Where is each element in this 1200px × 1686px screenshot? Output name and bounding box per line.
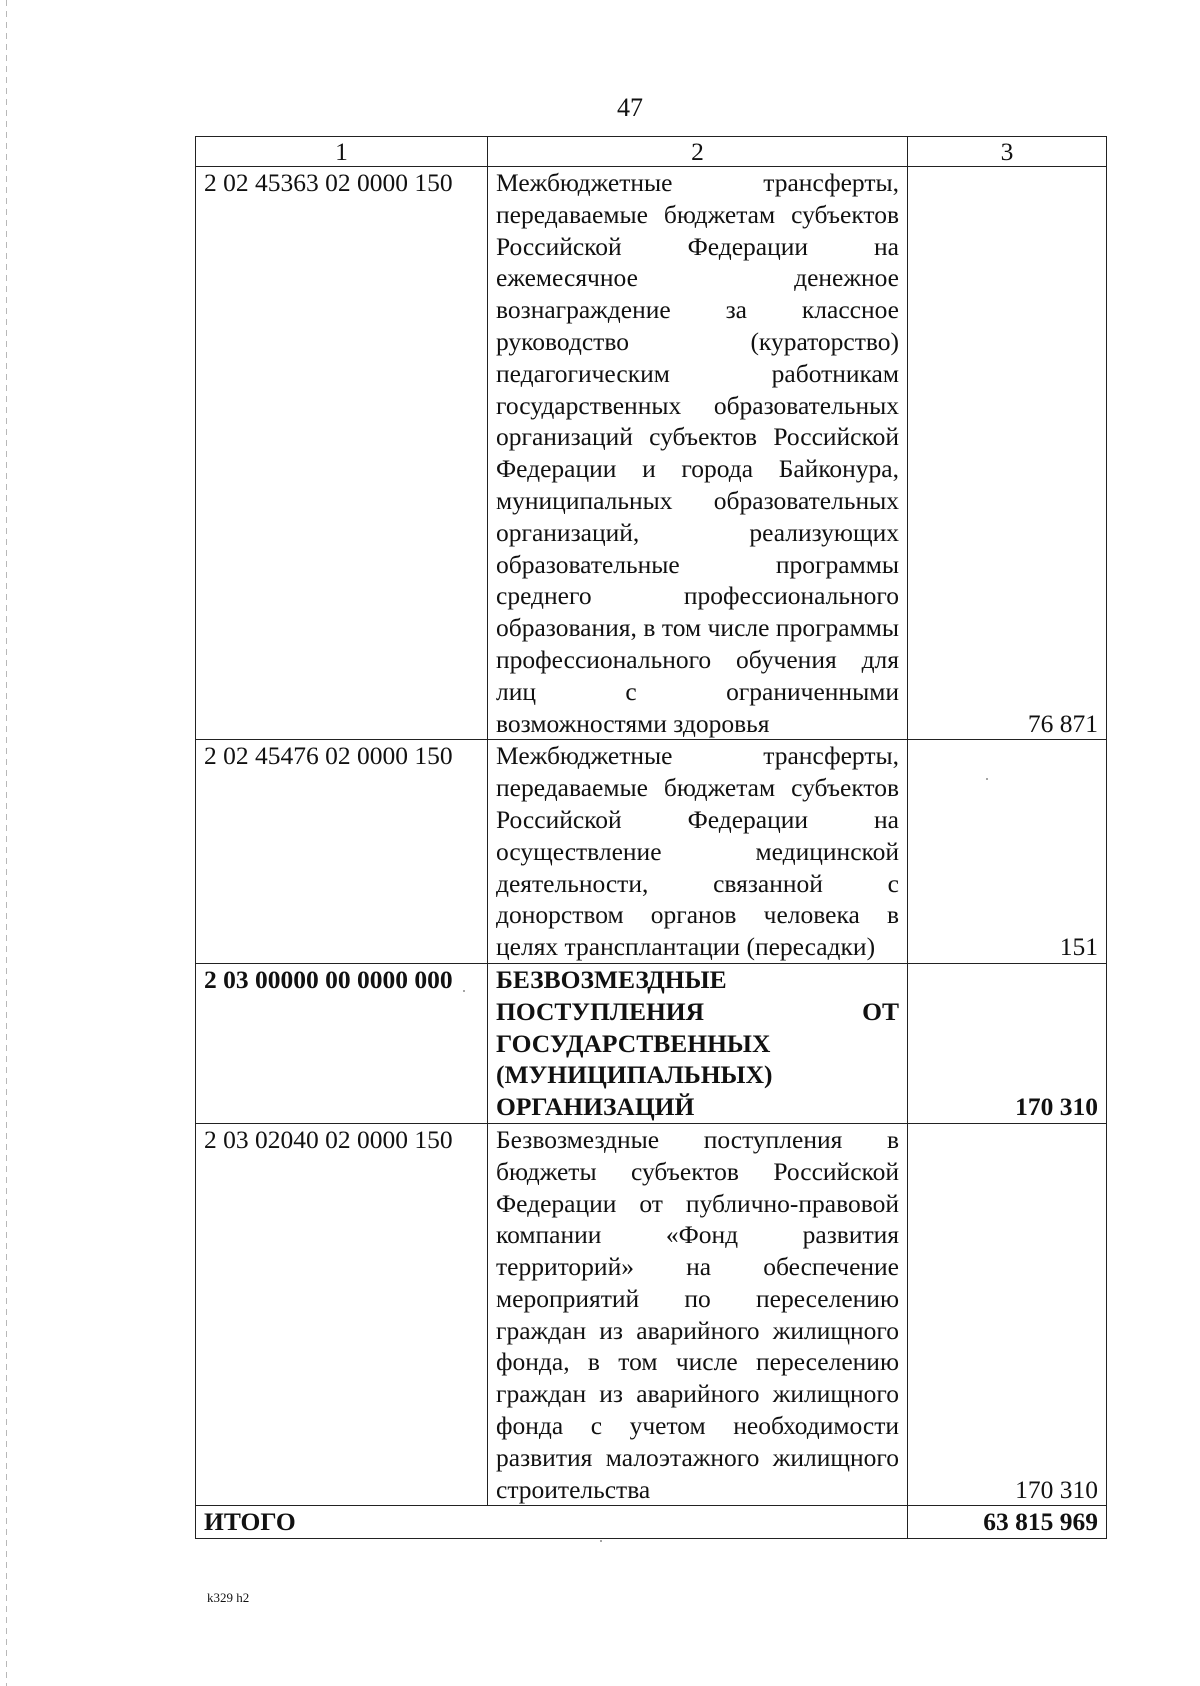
header-col-3: 3 xyxy=(908,137,1107,167)
total-amount: 63 815 969 xyxy=(908,1506,1107,1539)
table-row xyxy=(196,740,1107,964)
row-description: Межбюджетные трансферты, передаваемые бюджетам субъектов Российской Федерации на осуществление медицинской деятельности, связанной с донорством органов человека в целях трансплантации (пересадки) xyxy=(488,740,908,964)
section-amount: 170 310 xyxy=(908,963,1107,1123)
page-number: 47 xyxy=(617,93,643,122)
row-description: Межбюджетные трансферты, передаваемые бюджетам субъектов Российской Федерации на ежемесячное денежное вознаграждение за классное руководство (кураторство) педагогическим работникам государственных образовательных организаций субъектов Российской Федерации и города Байконура, муниципальных образовательных организаций, реализующих образовательные программы среднего профессионального образования, в том числе программы профессионального обучения для лиц с ограниченными возможностями здоровья xyxy=(488,167,908,740)
table-row xyxy=(196,167,1107,740)
table-header-row xyxy=(196,137,1107,167)
section-description: БЕЗВОЗМЕЗДНЫЕ ПОСТУПЛЕНИЯ ОТ ГОСУДАРСТВЕННЫХ (МУНИЦИПАЛЬНЫХ) ОРГАНИЗАЦИЙ xyxy=(488,963,908,1123)
row-code: 2 02 45363 02 0000 150 xyxy=(196,167,488,740)
row-amount: 170 310 xyxy=(908,1123,1107,1506)
section-code: 2 03 00000 00 0000 000 xyxy=(196,963,488,1123)
total-label: ИТОГО xyxy=(196,1506,908,1539)
header-col-2: 2 xyxy=(488,137,908,167)
row-amount: 151 xyxy=(908,740,1107,964)
row-code: 2 02 45476 02 0000 150 xyxy=(196,740,488,964)
table-row-section xyxy=(196,963,1107,1123)
scan-speck xyxy=(986,778,988,780)
scan-speck xyxy=(600,1540,602,1542)
scan-speck xyxy=(463,990,465,992)
footer-code: k329 h2 xyxy=(207,1590,250,1605)
header-col-1: 1 xyxy=(196,137,488,167)
row-description: Безвозмездные поступления в бюджеты субъектов Российской Федерации от публично-правовой компании «Фонд развития территорий» на обеспечение мероприятий по переселению граждан из аварийного жилищного фонда, в том числе переселению граждан из аварийного жилищного фонда с учетом необходимости развития малоэтажного жилищного строительства xyxy=(488,1123,908,1506)
row-amount: 76 871 xyxy=(908,167,1107,740)
table-row xyxy=(196,1123,1107,1506)
scan-edge xyxy=(6,0,7,1686)
budget-table xyxy=(195,136,1107,1539)
row-code: 2 03 02040 02 0000 150 xyxy=(196,1123,488,1506)
total-row xyxy=(196,1506,1107,1539)
